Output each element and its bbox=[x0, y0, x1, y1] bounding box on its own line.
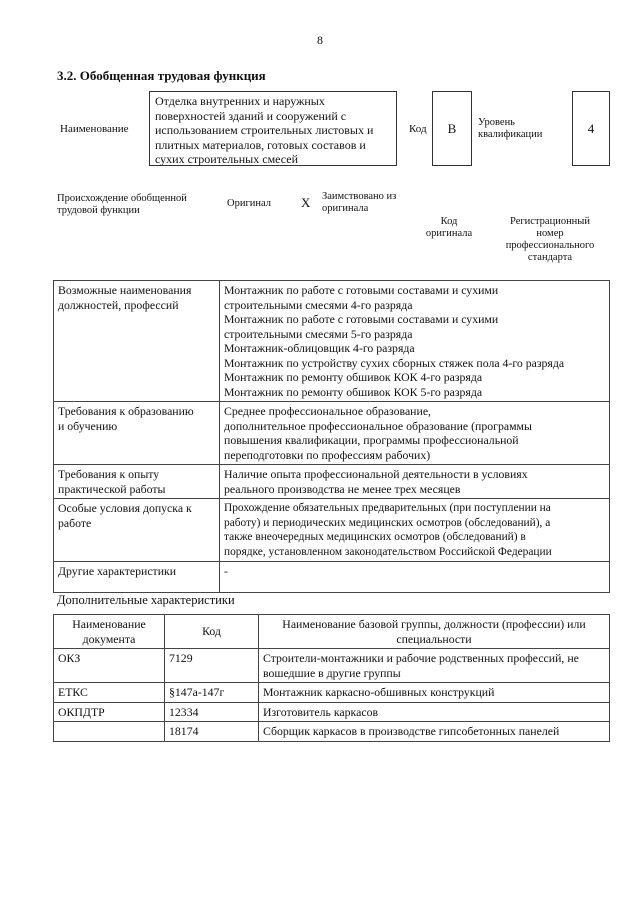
label-line: должностей, профессий bbox=[58, 297, 179, 312]
table-row bbox=[54, 649, 610, 683]
code-original-line: Код bbox=[440, 216, 458, 227]
label-line: Требования к опыту bbox=[58, 467, 160, 481]
label-line: Другие характеристики bbox=[58, 564, 177, 578]
name-line: сухих строительных смесей bbox=[155, 152, 299, 166]
value-line: Среднее профессиональное образование, bbox=[224, 404, 431, 418]
value-line: Монтажник по устройству сухих сборных стяжек пола 4-го разряда bbox=[224, 355, 565, 370]
cell-code: 7129 bbox=[165, 649, 259, 683]
reg-line: номер bbox=[536, 228, 564, 239]
value-line: порядке, установленном законодательством Российской Федерации bbox=[224, 545, 552, 558]
code-original-line: оригинала bbox=[425, 228, 473, 239]
cell-code: 12334 bbox=[165, 702, 259, 722]
original-mark: X bbox=[301, 195, 311, 210]
code-value-box: В bbox=[432, 91, 472, 166]
cell-document bbox=[54, 722, 165, 742]
reg-line: стандарта bbox=[527, 252, 573, 263]
table-row bbox=[54, 281, 610, 402]
reg-line: Регистрационный bbox=[510, 216, 590, 227]
row-label bbox=[54, 465, 220, 499]
table-row bbox=[54, 683, 610, 703]
value-line: Монтажник по ремонту обшивок КОК 4-го разряда bbox=[224, 370, 483, 384]
table-row bbox=[54, 465, 610, 499]
page-number: 8 bbox=[317, 33, 323, 47]
additional-table bbox=[53, 614, 610, 742]
characteristics-table bbox=[53, 280, 610, 593]
table-header-row bbox=[54, 615, 610, 649]
label-line: работе bbox=[58, 515, 92, 530]
header-document: Наименование документа bbox=[54, 615, 165, 649]
value-line: Прохождение обязательных предварительных (при поступлении на bbox=[224, 502, 551, 514]
row-value bbox=[220, 281, 610, 402]
value-line: Монтажник по работе с готовыми составами и сухими bbox=[224, 312, 499, 326]
row-label bbox=[54, 281, 220, 402]
borrowed-label bbox=[322, 191, 396, 215]
label-line: и обучению bbox=[58, 418, 118, 433]
table-row bbox=[54, 562, 610, 593]
value-line: работу) и периодических медицинских осмотров (обследований), а bbox=[224, 516, 551, 529]
row-label bbox=[54, 562, 220, 593]
value-line: строительными смесями 5-го разряда bbox=[224, 326, 413, 341]
label-line: практической работы bbox=[58, 481, 166, 496]
value-line: Монтажник-облицовщик 4-го разряда bbox=[224, 341, 415, 355]
value-line: Монтажник по ремонту обшивок КОК 5-го разряда bbox=[224, 384, 483, 399]
level-label-line: Уровень bbox=[478, 117, 515, 128]
name-line: плитных материалов, готовых составов и bbox=[155, 137, 366, 152]
code-label: Код bbox=[409, 123, 427, 135]
row-value bbox=[220, 465, 610, 499]
cell-document: ЕТКС bbox=[54, 683, 165, 703]
row-value bbox=[220, 402, 610, 465]
table-row bbox=[54, 722, 610, 742]
value-line: также внеочередных медицинских осмотров (обследований) в bbox=[224, 531, 526, 543]
name-line: поверхностей зданий и сооружений с bbox=[155, 108, 347, 123]
origin-label bbox=[57, 193, 187, 217]
code-original-label bbox=[418, 216, 480, 240]
label-line: Особые условия допуска к bbox=[58, 501, 192, 515]
value-line: - bbox=[224, 564, 228, 578]
level-label bbox=[478, 117, 542, 141]
row-label bbox=[54, 402, 220, 465]
cell-name: Сборщик каркасов в производстве гипсобетонных панелей bbox=[259, 722, 610, 742]
function-name-box bbox=[149, 91, 397, 166]
origin-label-line: Происхождение обобщенной bbox=[57, 193, 187, 204]
reg-line: профессионального bbox=[505, 240, 595, 251]
cell-name: Монтажник каркасно-обшивных конструкций bbox=[259, 683, 610, 703]
table-row bbox=[54, 499, 610, 562]
borrowed-label-line: оригинала bbox=[322, 203, 369, 214]
original-label: Оригинал bbox=[227, 198, 271, 209]
value-line: повышения квалификации, программы профессиональной bbox=[224, 433, 519, 447]
cell-code: 18174 bbox=[165, 722, 259, 742]
cell-code: §147а-147г bbox=[165, 683, 259, 703]
value-line: реального производства не менее трех месяцев bbox=[224, 481, 461, 496]
level-value-box: 4 bbox=[572, 91, 610, 166]
value-line: Наличие опыта профессиональной деятельности в условиях bbox=[224, 467, 528, 481]
cell-name: Изготовитель каркасов bbox=[259, 702, 610, 722]
registration-number-label bbox=[500, 216, 600, 264]
value-line: дополнительное профессиональное образование (программы bbox=[224, 418, 532, 433]
header-code: Код bbox=[165, 615, 259, 649]
level-label-line: квалификации bbox=[478, 129, 543, 140]
name-line: использованием строительных листовых и bbox=[155, 123, 374, 137]
table-row bbox=[54, 702, 610, 722]
borrowed-label-line: Заимствовано из bbox=[322, 191, 397, 202]
origin-label-line: трудовой функции bbox=[57, 205, 140, 216]
additional-title: Дополнительные характеристики bbox=[57, 593, 235, 607]
cell-document: ОКЗ bbox=[54, 649, 165, 683]
name-label: Наименование bbox=[60, 123, 129, 135]
header-name: Наименование базовой группы, должности (профессии) или специальности bbox=[259, 615, 610, 649]
row-value bbox=[220, 499, 610, 562]
label-line: Возможные наименования bbox=[58, 283, 192, 297]
value-line: строительными смесями 4-го разряда bbox=[224, 297, 413, 312]
cell-name: Строители-монтажники и рабочие родственных профессий, не вошедшие в другие группы bbox=[259, 649, 610, 683]
label-line: Требования к образованию bbox=[58, 404, 194, 418]
section-title: 3.2. Обобщенная трудовая функция bbox=[57, 68, 266, 83]
table-row bbox=[54, 402, 610, 465]
row-label bbox=[54, 499, 220, 562]
name-line: Отделка внутренних и наружных bbox=[155, 94, 325, 108]
cell-document: ОКПДТР bbox=[54, 702, 165, 722]
value-line: Монтажник по работе с готовыми составами и сухими bbox=[224, 283, 499, 297]
value-line: переподготовки по профессиям рабочих) bbox=[224, 447, 431, 462]
row-value bbox=[220, 562, 610, 593]
